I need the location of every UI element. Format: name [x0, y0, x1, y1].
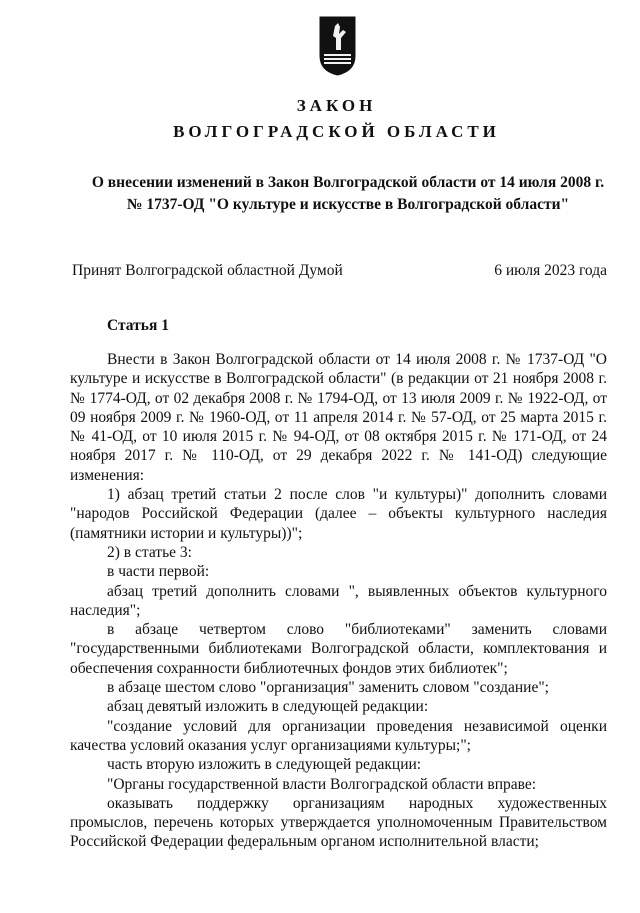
document-subject — [78, 172, 618, 216]
subject-line-2: № 1737-ОД "О культуре и искусстве в Волгоградской области" — [126, 196, 570, 213]
paragraph: 1) абзац третий статьи 2 после слов "и культуры)" дополнить словами "народов Российской Федерации (далее – объекты культурного наследия (памятники истории и культуры))"; — [70, 486, 607, 542]
paragraph: часть вторую изложить в следующей редакции: — [107, 756, 422, 774]
paragraph: в части первой: — [107, 563, 210, 581]
paragraph: в абзаце шестом слово "организация" заменить словом "создание"; — [107, 679, 549, 697]
paragraph: абзац девятый изложить в следующей редакции: — [107, 698, 429, 716]
paragraph: "Органы государственной власти Волгоградской области вправе: — [107, 775, 537, 793]
adopted-by-text: Принят Волгоградской областной Думой — [72, 262, 343, 279]
article-heading: Статья 1 — [107, 317, 169, 334]
paragraph: 2) в статье 3: — [107, 543, 192, 561]
subject-line-1: О внесении изменений в Закон Волгоградской области от 14 июля 2008 г. — [91, 174, 605, 191]
paragraph: абзац третий дополнить словами ", выявленных объектов культурного наследия"; — [70, 582, 607, 619]
paragraph: Внести в Закон Волгоградской области от 14 июля 2008 г. № 1737-ОД "О культуре и искусстве в Волгоградской области" (в редакции от 21 ноября 2008 г. № 1774-ОД, от 02 декабря 2008 г. № 1794-ОД, от 13 июля 2009 г. № 1922-ОД, от 09 ноября 2009 г. № 1960-ОД, от 11 апреля 2014 г. № 57-ОД, от 25 марта 2015 г. № 41-ОД, от 10 июля 2015 г. № 94-ОД, от 08 октября 2015 г. № 171-ОД, от 24 ноября 2017 г. № 110-ОД, от 29 декабря 2022 г. № 141-ОД) следующие изменения: — [70, 351, 607, 484]
paragraph: в абзаце четвертом слово "библиотеками" заменить словами "государственными библиотеками Волгоградской области, комплектования и обеспечения сохранности библиотечных фондов этих библиотек"; — [70, 621, 607, 677]
document-title-region: ВОЛГОГРАДСКОЙ ОБЛАСТИ — [173, 122, 500, 141]
document-title: ЗАКОН — [296, 96, 377, 115]
article-body — [70, 350, 607, 852]
volgograd-coat-of-arms-icon — [319, 16, 356, 76]
adoption-date: 6 июля 2023 года — [494, 262, 607, 279]
paragraph: оказывать поддержку организациям народных художественных промыслов, перечень которых утверждается уполномоченным Правительством Российской Федерации федеральным органом исполнительной власти; — [70, 794, 607, 851]
paragraph: "создание условий для организации проведения независимой оценки качества условий оказания услуг организациями культуры;"; — [70, 717, 607, 754]
